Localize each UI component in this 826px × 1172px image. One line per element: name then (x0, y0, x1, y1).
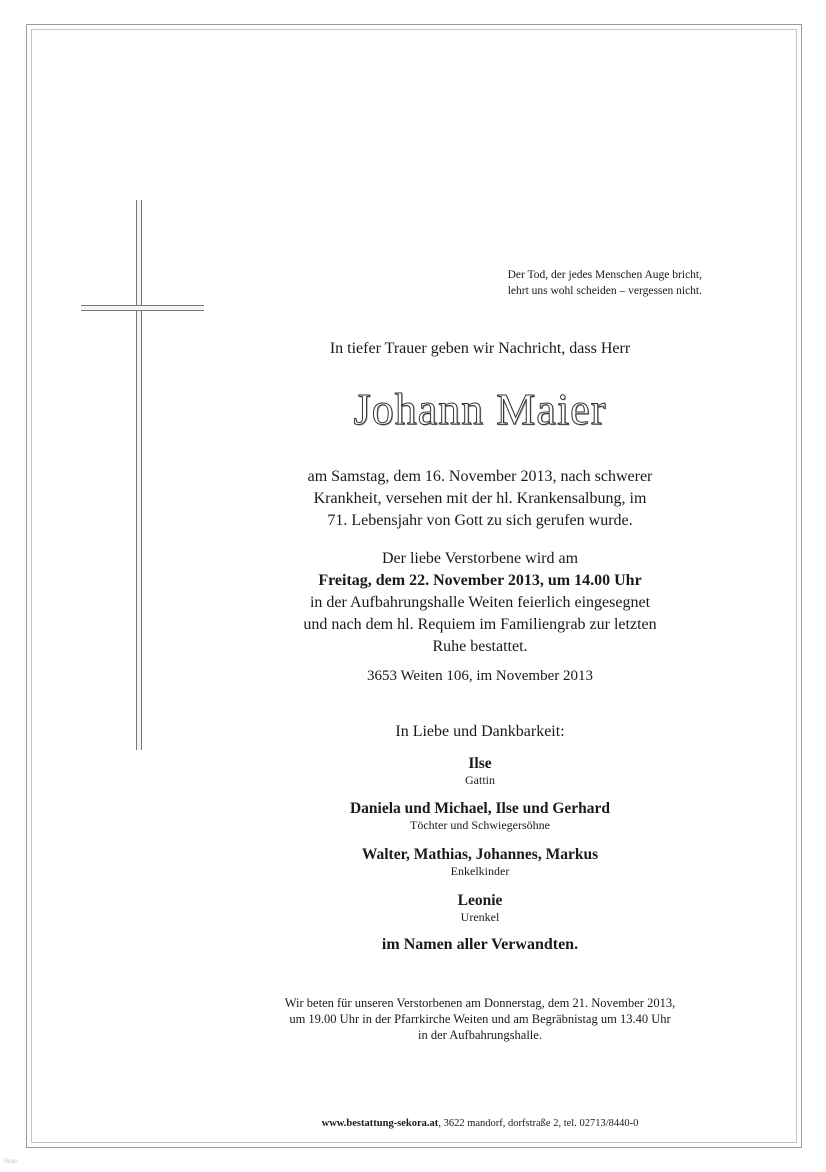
quote-line: Der Tod, der jedes Menschen Auge bricht, (507, 269, 702, 281)
cross-vertical-beam (136, 200, 142, 750)
prayer-notice (230, 995, 730, 1043)
family-role: Töchter und Schwiegersöhne (410, 818, 550, 832)
text-line: um 19.00 Uhr in der Pfarrkirche Weiten und am Begräbnistag um 13.40 Uhr (289, 1012, 671, 1026)
funeral-home-footer (230, 1118, 730, 1129)
text-line: in der Aufbahrungshalle Weiten feierlich eingesegnet (309, 594, 651, 611)
cross-joint (137, 306, 141, 310)
closing-line: im Namen aller Verwandten. (381, 936, 579, 953)
text-line: und nach dem hl. Requiem im Familiengrab zur letzten (303, 616, 657, 633)
family-entry (230, 846, 730, 878)
family-role: Enkelkinder (450, 864, 510, 878)
thanks-heading: In Liebe und Dankbarkeit: (395, 723, 565, 740)
text-line: Wir beten für unseren Verstorbenen am Donnerstag, dem 21. November 2013, (284, 996, 676, 1010)
text-line: am Samstag, dem 16. November 2013, nach schwerer (307, 468, 653, 485)
text-line: Der liebe Verstorbene wird am (381, 550, 579, 567)
family-name: Walter, Mathias, Johannes, Markus (361, 846, 599, 863)
footer-address: , 3622 mandorf, dorfstraße 2, tel. 02713/8440-0 (438, 1118, 639, 1129)
death-paragraph (230, 466, 730, 532)
family-entry (230, 800, 730, 832)
funeral-paragraph (230, 548, 730, 658)
quote-line: lehrt uns wohl scheiden – vergessen nicht. (507, 285, 702, 297)
cross-horizontal-beam (81, 305, 204, 311)
family-role: Urenkel (460, 910, 500, 924)
family-entry (230, 755, 730, 787)
text-line: in der Aufbahrungshalle. (418, 1028, 542, 1042)
place-date: 3653 Weiten 106, im November 2013 (367, 668, 593, 684)
text-line: Krankheit, versehen mit der hl. Krankensalbung, im (313, 490, 647, 507)
family-name: Leonie (457, 892, 503, 909)
corner-mark: Scan (4, 1159, 18, 1165)
text-line: 71. Lebensjahr von Gott zu sich gerufen wurde. (327, 512, 633, 529)
announcement-intro: In tiefer Trauer geben wir Nachricht, dass Herr (329, 340, 631, 357)
deceased-name: Johann Maier (353, 385, 607, 434)
text-line: Ruhe bestattet. (432, 638, 528, 655)
funeral-date: Freitag, dem 22. November 2013, um 14.00 Uhr (318, 572, 642, 589)
footer-website: www.bestattung-sekora.at (321, 1118, 439, 1129)
family-role: Gattin (465, 773, 495, 787)
family-entry (230, 892, 730, 924)
family-name: Daniela und Michael, Ilse und Gerhard (349, 800, 611, 817)
family-name: Ilse (468, 755, 492, 772)
memorial-quote (420, 267, 702, 299)
